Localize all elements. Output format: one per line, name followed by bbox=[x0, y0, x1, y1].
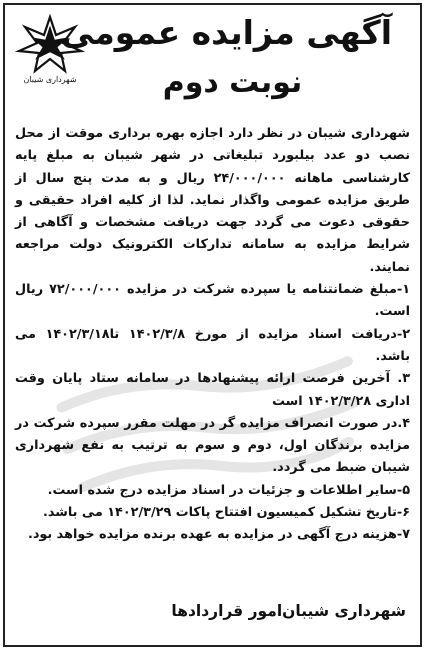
intro-paragraph: شهرداری شیبان در نظر دارد اجازه بهره برداری موقت از محل نصب دو عدد بیلبورد تبلیغاتی در شهر شیبان به مبلغ پایه کارشناسی ماهانه ۲۴/۰۰۰/۰۰۰ ریال و به مدت پنج سال از طریق مزایده عمومی واگذار نماید. لذا از کلیه افراد حقیقی و حقوقی دعوت می گردد جهت دریافت مشخصات و آگاهی از شرایط مزایده به سامانه تدارکات الکترونیک دولت مراجعه نمایند. bbox=[15, 126, 410, 275]
item-details: ۵-سایر اطلاعات و جزئیات در اسناد مزایده درج شده است. bbox=[47, 482, 410, 498]
logo-caption: شهرداری شیبان bbox=[23, 75, 77, 84]
item-document-dates: ۲-دریافت اسناد مزایده از مورخ ۱۴۰۲/۳/۸ تا۱۴۰۲/۳/۱۸ می باشد. bbox=[15, 326, 410, 364]
notice-body bbox=[15, 123, 410, 547]
item-deadline: ۳. آخرین فرصت ارائه پیشنهادها در سامانه ستاد پایان وقت اداری ۱۴۰۲/۳/۲۸ است bbox=[15, 371, 410, 409]
item-withdrawal: ۴.در صورت انصراف مزایده گر در مهلت مقرر سپرده شرکت در مزایده برندگان اول، دوم و سوم به ترتیب به نفع شهرداری شیبان ضبط می گردد. bbox=[15, 415, 410, 476]
notice-frame bbox=[3, 3, 422, 647]
item-commission-date: ۶-تاریخ تشکیل کمیسیون افتتاح پاکات ۱۴۰۲/۳/۲۹ می باشد. bbox=[43, 505, 410, 521]
signature-line: شهرداری شیبان‌امور قراردادها bbox=[171, 602, 406, 620]
item-guarantee: ۱-مبلغ ضمانتنامه یا سپرده شرکت در مزایده ۷۲/۰۰۰/۰۰۰ ریال است. bbox=[15, 282, 410, 320]
notice-title: آگهی مزایده عمومی bbox=[60, 13, 393, 52]
item-ad-cost: ۷-هزینه درج آگهی در مزایده به عهده برنده مزایده خواهد بود. bbox=[27, 527, 410, 543]
notice-subtitle: نوبت دوم bbox=[162, 65, 303, 100]
